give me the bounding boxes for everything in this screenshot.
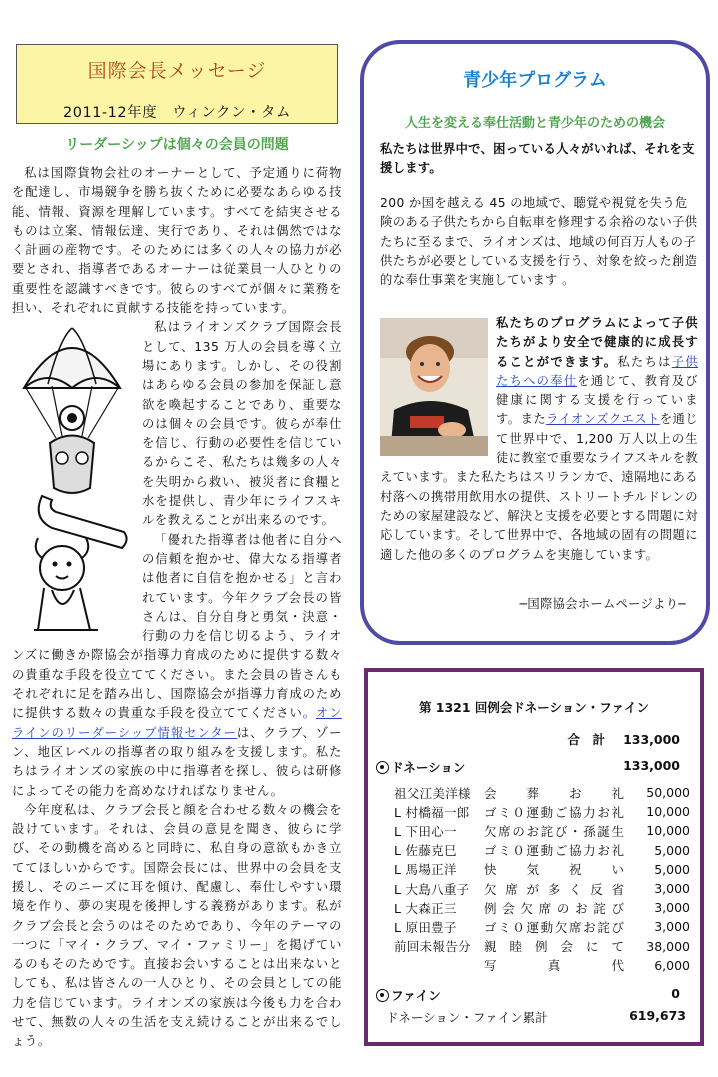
- leadership-heading: リーダーシップは個々の会員の問題: [65, 137, 289, 153]
- donor-name: L 原田豊子: [394, 919, 457, 935]
- message-paragraph-3a: 「優れた指導者は他者に自分への信頼を抱かせ、偉大なる指導者は他者に自信を抱かせる」と言われています。今年クラブ会長の皆さんは、自分自身と勇気・決意・行動の力を信じ切るよう、ライオンズに働きか際協会が指導力育成のために提供する数々の貴重な手段を役立ててください。また会員の皆さんもそれぞれに足を踏み出し、国際協会が指導力育成のために提供する数々の貴重な手段を役立ててください。: [12, 532, 342, 721]
- youth-subtitle: 人生を変える奉仕活動と青少年のための機会: [404, 116, 665, 131]
- donation-row: [394, 860, 690, 879]
- donor-name: L 大森正三: [394, 900, 457, 916]
- youth-lead: 私たちは世界中で、困っている人々がいれば、それを支援します。: [380, 142, 695, 175]
- donation-row: [394, 937, 690, 956]
- donation-amount: 38,000: [646, 938, 690, 954]
- donor-name: L 馬場正洋: [394, 862, 457, 878]
- donation-section-label: ドネーション: [391, 760, 466, 775]
- fine-section-label: ファイン: [391, 988, 441, 1003]
- donation-section: [376, 758, 465, 776]
- donation-row: [394, 841, 690, 860]
- message-paragraph-3b: は、クラブ、ゾーン、地区レベルの指導者の取り組みを支援します。私たちはライオンズの家族の中に指導者を探し、彼らは研修によってその能力を高めなければなりません。: [12, 725, 342, 798]
- smiling-boy-photo-icon: [380, 318, 488, 456]
- message-subtitle: 2011-12年度 ウィンクン・タム: [63, 105, 291, 121]
- donation-reason: ゴミ０運動欠席お詫び: [484, 919, 624, 935]
- message-paragraph-4: 今年度私は、クラブ会長と顔を合わせる数々の機会を設けています。それは、会員の意見を聞き、彼らに学び、その動機を高めると同時に、私自身の意欲もかき立ててほしいからです。国際会長には、世界中の会員を支援し、そのニーズに耳を傾け、配慮し、奉仕しやすい環境を作り、夢の実現を後押しする義務があります。私がクラブ会長と会うのはそのためであり、今年のテーマの一つに「マイ・クラブ、マイ・ファミリー」を掲げているのもそのためです。直接お会いすることは出来ないとしても、私は皆さんの一人ひとり、その会員としての能力を信じています。ライオンズの家族は今後も力を合わせて、無数の人々の生活を支え続けることが出来るでしょう。: [12, 802, 342, 1049]
- lion-parachute-icon: [12, 318, 132, 636]
- youth-paragraph-2b: を通じて、教育及び健康に関する支援を行っています。また: [496, 373, 698, 427]
- donor-name: L 下田心一: [394, 823, 457, 839]
- donation-amount: 6,000: [654, 957, 690, 973]
- donation-amount: 3,000: [654, 900, 690, 916]
- donation-reason: 会葬お礼: [484, 785, 624, 801]
- donation-reason: ゴミ０運動ご協力お礼: [484, 843, 624, 859]
- lion-parachute-illustration: [12, 318, 132, 636]
- service-to-children-link[interactable]: 子供たちへの奉仕: [496, 354, 698, 388]
- youth-paragraph-2: [380, 314, 698, 565]
- donation-reason: 欠席が多く反省: [484, 881, 624, 897]
- donation-amount: 50,000: [646, 785, 690, 801]
- donation-row: [394, 917, 690, 936]
- donation-rows: [394, 783, 690, 975]
- donation-amount: 10,000: [646, 823, 690, 839]
- donor-name: 前回未報告分: [394, 939, 471, 955]
- donation-row: [394, 802, 690, 821]
- donation-amount: 5,000: [654, 842, 690, 858]
- donor-name: L 佐藤克巳: [394, 843, 457, 859]
- donor-name: L 大島八重子: [394, 881, 470, 897]
- donation-total-label: 合 計: [567, 732, 606, 747]
- circle-bullet-icon: [376, 761, 389, 774]
- donation-amount: 10,000: [646, 804, 690, 820]
- donation-reason: 例会欠席のお詫び: [484, 900, 624, 916]
- message-paragraph-1: 私は国際貨物会社のオーナーとして、予定通りに荷物を配達し、市場競争を勝ち抜くために必要なあらゆる技能、情報、資源を理解しています。すべてを結実させるものは立案、情報伝達、実行であり、それは偶然ではなく計画の産物です。そのためには多くの人々の協力が必要とされ、指導者であるオーナーは従業員一人ひとりの重要性を認識すべきです。彼らのすべてが個々に業務を担い、それぞれに貢献する技能を持っています。: [12, 166, 342, 316]
- donation-row: [394, 898, 690, 917]
- donation-amount: 3,000: [654, 881, 690, 897]
- youth-paragraph-2c: を通じて世界中で、1,200 万人以上の生徒に教室で重要なライフスキルを教えています。また私たちはスリランカで、遠隔地にある村落への携帯用飲用水の提供、ストリートチルドレンのための家屋建設など、解決と支援を必要とする問題に対応しています。そして世界中で、各地域の固有の問題に適した他の多くのプログラムを実施しています。: [380, 412, 698, 562]
- donation-row: [394, 956, 690, 975]
- youth-program-box: [360, 40, 710, 645]
- youth-source: ─国際協会ホームページより─: [519, 597, 686, 611]
- donor-name: L 村橋福一郎: [394, 804, 470, 820]
- cumulative-label: ドネーション・ファイン累計: [386, 1010, 548, 1025]
- donation-row: [394, 821, 690, 840]
- donation-box: [364, 668, 704, 1046]
- donation-reason: 写真代: [484, 958, 624, 974]
- youth-photo: [380, 318, 488, 456]
- donation-row: [394, 879, 690, 898]
- donation-title: 第 1321 回例会ドネーション・ファイン: [418, 700, 650, 715]
- message-paragraph-2: 私はライオンズクラブ国際会長として、135 万人の会員を導く立場にあります。しかし、その役割はあらゆる会員の参加を保証し意欲を喚起することであり、重要なのは個々の会員です。彼らが奉仕を信じ、行動の必要性を信じているからこそ、私たちは幾多の人々を失明から救い、被災者に食糧と水を提供し、青少年にライフスキルを教えることが出来るのです。: [142, 320, 342, 528]
- donation-reason: ゴミ０運動ご協力お礼: [484, 804, 624, 820]
- fine-section: [376, 986, 441, 1004]
- donation-reason: 親睦例会にて: [484, 939, 624, 955]
- donation-total: [568, 730, 680, 748]
- donation-amount: 3,000: [654, 919, 690, 935]
- cumulative-total: [386, 1008, 686, 1026]
- message-title-box: [16, 44, 338, 124]
- donation-amount: 5,000: [654, 861, 690, 877]
- cumulative-value: 619,673: [629, 1008, 686, 1023]
- message-body: [12, 164, 342, 1052]
- leadership-center-link[interactable]: オンラインのリーダーシップ情報センター: [12, 706, 342, 740]
- youth-paragraph-1: 200 か国を越える 45 の地域で、聴覚や視覚を失う危険のある子供たちから自転車を修理する余裕のない子供たちに至るまで、ライオンズは、地域の何百万人もの子供たちが必要としている支援を行う、対象を絞った創造的な奉仕事業を実施しています 。: [380, 196, 698, 288]
- donation-reason: 快気祝い: [484, 862, 624, 878]
- message-title: 国際会長メッセージ: [87, 60, 267, 82]
- donation-section-value: 133,000: [623, 758, 680, 773]
- donor-name: 祖父江美洋様: [394, 785, 471, 801]
- donation-total-value: 133,000: [623, 732, 680, 747]
- donation-row: [394, 783, 690, 802]
- fine-section-value: 0: [671, 986, 680, 1001]
- youth-paragraph-2-bold: 私たちのプログラムによって子供たちがより安全で健康的に成長することができます。: [496, 316, 698, 369]
- youth-title: 青少年プログラム: [463, 70, 607, 91]
- donation-reason: 欠席のお詫び・孫誕生: [484, 823, 624, 839]
- circle-bullet-icon: [376, 989, 389, 1002]
- youth-paragraph-2a: 私たちは: [617, 354, 672, 369]
- lions-quest-link[interactable]: ライオンズクエスト: [546, 412, 660, 427]
